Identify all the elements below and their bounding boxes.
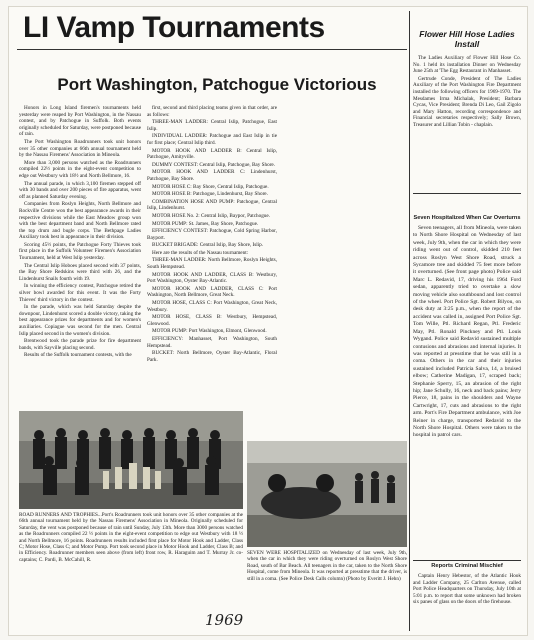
paragraph: BUCKET: North Bellmore, Oyster Bay-Atlantic, Floral Park. (147, 350, 277, 363)
paragraph: BUCKET BRIGADE: Central Islip, Bay Shore, Islip. (152, 242, 263, 249)
paragraph: Scoring 45½ points, the Patchogue Forty Thieves took first place in the Suffolk Volunteer Firemen's Association Tournament, held at West Islip yesterday. (19, 241, 141, 262)
paragraph: DUMMY CONTEST: Central Islip, Patchogue, Bay Shore. (152, 161, 276, 168)
sidebar-seven-hospitalized (413, 215, 521, 543)
sidebar-body (413, 225, 521, 543)
paragraph: Companies from Roslyn Heights, North Bellmore and Rockville Centre won the best appearance awards in their respective divisions while the East Meadow group won with the best department band and North Bellmore rated the top drum and bugle corps. The Bethpage Ladies Auxiliary took best in appearance in their division. (19, 201, 141, 241)
accident-photo (247, 441, 407, 547)
roadrunners-caption: ROAD RUNNERS AND TROPHIES...Port's Roadrunners took unit honors over 35 other companies at the 66th annual tournament held by the Nassau Firemens' Association in Mineola. Originally scheduled for Saturday, the vent was postponed because of rain until Sunday, July 13th. More than 3000 persons watched as the Roadrunners compiled 22 ½ points in the eight-event competition to edge out Westbury with 18 ½ and North Bellmore, 16 points. Roadrunners results included first place for Motor Hook and Ladder, Class C; Motor Hose, Class C; and Motor Pump. Port took second place in Motor Hook and Ladder, Class B; and in Efficiency. Roadrunner members seen above (from left) front row, R. Haraguim and T. Murray Jr. co-captains; C. Pardi, B. McCahill, R. (19, 512, 243, 563)
sidebar-flower-hill (413, 29, 521, 130)
sidebar-title: Reports Criminal Mischief (431, 563, 503, 569)
paragraph: first, second and third placing teams given in that order, are as follows: (147, 105, 277, 118)
paragraph: More than 3,000 persons watched as the Roadrunners compiled 22½ points in the eight-event competition to edge out Westbury with 18½ and North Bellmore, 16. (19, 159, 141, 179)
paragraph: MOTOR HOSE No. 2: Central Islip, Baypor, Patchogue. (152, 212, 270, 219)
sidebar-divider (413, 193, 521, 194)
headline-divider (17, 49, 407, 50)
paragraph: INDIVIDUAL LADDER: Patchogue and East Islip in tie for first place; Central Islip third. (147, 133, 277, 146)
paragraph: MOTOR HOOK AND LADDER, CLASS C: Port Washington, North Bellmore, Great Neck. (147, 285, 277, 299)
paragraph: MOTOR HOOK AND LADDER C: Lindenhurst, Patchogue, Bay Shore. (147, 169, 277, 182)
paragraph: The Ladies Auxiliary of Flower Hill Hose Co. No. 1 held its installation Dinner on Wednesday June 25th at 'The Egg Restaurant in Manhasset. (413, 55, 521, 75)
accident-caption: SEVEN WERE HOSPITALIZED on Wednesday of last week, July 9th, when the car in which they were riding overturned on Roslyn West Shore Road, south of Bar Beach. All teenagers in the car, taken to the North Shore Hospital, come from Mineola. It was reported at presstime that the driver, is still in a coma. (See Police Desk Calls column) (Photo by Everitt J. Hehn) (247, 550, 407, 582)
paragraph: Here are the results of the Nassau tournament: (152, 249, 249, 256)
paragraph: Brentwood took the parade prize for fire department bands, with Sayville placing second. (19, 338, 141, 351)
paragraph: The annual parade, in which 3,100 firemen stepped off with 30 bands and over 200 pieces of fire apparatus, went off as planned Saturday evening. (19, 180, 141, 200)
paragraph: Gertrude Conde, President of The Ladies Auxiliary of the Port Washington Fire Department installed the following officers for 1969-1970. The Mesdames Irma Michalak, President; Barbara Cycas, Vice President; Brenda Di Leo, Gail Zigolo and Mary Hatton, recording correspondence and Financial secretaries respectively; Sally Brown, Treasurer and Lillian Tobin - chaplain. (413, 75, 521, 128)
paragraph: THREE-MAN LADDER: North Bellmore, Roslyn Heights, South Hempstead. (147, 257, 277, 271)
sidebar-title: Seven Hospitalized When Car Overturns (413, 215, 521, 221)
paragraph: In winning the efficiency contest, Patchogue retired the silver bowl awarded for this event. It was the Forty Thieves' third victory in the contest. (19, 283, 141, 303)
results-column (147, 105, 277, 409)
paragraph: EFFICIENCY: Manhasset, Port Washington, South Hempstead. (147, 336, 277, 349)
paragraph: MOTOR HOSE, CLASS C: Port Washington, Great Neck, Westbury. (147, 300, 277, 313)
sidebar-divider (413, 560, 521, 561)
paragraph: EFFICIENCY CONTEST: Patchogue, Cold Spring Harbor, Bayport. (147, 228, 277, 241)
paragraph: Results of the Suffolk tournament contests, with the (24, 352, 132, 359)
column-divider (409, 11, 410, 631)
paragraph: MOTOR HOOK AND LADDER B: Central Islip, Patchogue, Amityville. (147, 147, 277, 161)
handwritten-year: 1969 (205, 611, 244, 629)
paragraph: THREE-MAN LADDER: Central Islip, Patchogue, East Islip. (147, 119, 277, 132)
paragraph: MOTOR HOSE, CLASS B: Westbury, Hempstead, Glenwood. (147, 314, 277, 327)
sidebar-body (413, 55, 521, 130)
roadrunners-photo (19, 411, 243, 509)
paragraph: The Port Washington Roadrunners took unit honors over 35 other companies at 66th annual tournament held by the Nassau Firemens' Association in Mineola. (19, 138, 141, 159)
paragraph: MOTOR PUMP: Port Washington, Elmont, Glenwood. (152, 328, 267, 335)
sidebar-title: Flower Hill Hose Ladies Install (419, 29, 515, 49)
paragraph: Honors in Long Island firemen's tournaments held yesterday were reaped by Port Washington, in the Nassau contest, and by Patchogue in Suffolk. Both events originally scheduled for Saturday, were postponed because of rain. (19, 105, 141, 138)
paragraph: MOTOR HOSE C: Bay Shore, Central Islip, Patchogue. (152, 183, 269, 190)
paragraph: MOTOR HOSE B: Patchogue, Lindenhurst, Bay Shore. (152, 191, 268, 198)
paragraph: Captain Henry Hebestor, of the Atlantic Hook and Ladder Company, 25 Carlton Avenue, called Port Police Headquarters on Thursday, July 10th at 5:01 p.m. to report that some unknown had broken six panes of glass on the doors of the firehouse. (413, 573, 521, 606)
team-photo-image (19, 411, 243, 509)
paragraph: COMBINATION HOSE AND PUMP: Patchogue, Central Islip, Lindenhurst. (147, 198, 277, 212)
sidebar-criminal-mischief (413, 563, 521, 633)
paragraph: In the parade, which was held Saturday despite the downpour, Lindenhurst scored a double victory, taking the best appearance prizes for departments and for women's auxiliaries. Copiague was second for the men. Central Islip placed second in the women's division. (19, 304, 141, 337)
paragraph: Seven teenagers, all from Mineola, were taken to North Shore Hospital on Wednesday of last week, July 9th, when the car in which they were riding went out of control, skidded 210 feet across Roslyn West Shore Road, struck a Sycamore tree and skidded 75 feet more before it overturned. (See front page photo) Police said Marc L. Redavid, 17, driving his 1964 Ford sedan, apparently tried to overtake a slow moving vehicle also southbound and lost control of the wheel. Port Police Sgt. Robert Bilyou, on desk duty at 3:25 p.m., when the report of the accident was called in, assigned Port Police Sgt. Tom Wille, Ptl. Richard Regan, Ptl. Frederic May, Ptl. Ronald Pinckney and Ptl. Louis Wygand. Police said Redavid sustained multiple contusions and abrasions and internal injuries. It was reported at presstime that he was still in a coma. Others in the car and their injuries sustained included Patricia Salva, 14, a bruised elbow; Catherine Madigan, 17, scraped back; Stephanie Sperry, 15, an abrasion of the right hip; Jane Schully, 16, neck and back pains; Jerry Pierce, 18, pains in the shoulders and Wayne Cartwright, 17, cuts and abrasions to the right arm. Port's Fire Department ambulance, with Joe Reiner in charge, transported Redavid to the North Shore Hospital. Others were taken to the hospital in patrol cars. (413, 225, 521, 439)
subheadline: Port Washington, Patchogue Victorious (57, 75, 377, 94)
newspaper-clipping (8, 6, 528, 636)
masthead (23, 11, 411, 95)
paragraph: MOTOR HOOK AND LADDER, CLASS B: Westbury, Port Washington, Oyster Bay-Atlantic. (147, 271, 277, 285)
headline: LI Vamp Tournaments (23, 11, 325, 44)
main-article-column (19, 105, 141, 409)
paragraph: MOTOR PUMP: St. James, Bay Shore, Patchogue. (152, 220, 259, 227)
paragraph: The Central Islip Hoboes placed second with 37 points, the Bay Shore Redskins were third with 26, and the Lindenhurst Snails fourth with 19. (19, 262, 141, 282)
sidebar-body (413, 573, 521, 633)
accident-photo-image (247, 441, 407, 547)
